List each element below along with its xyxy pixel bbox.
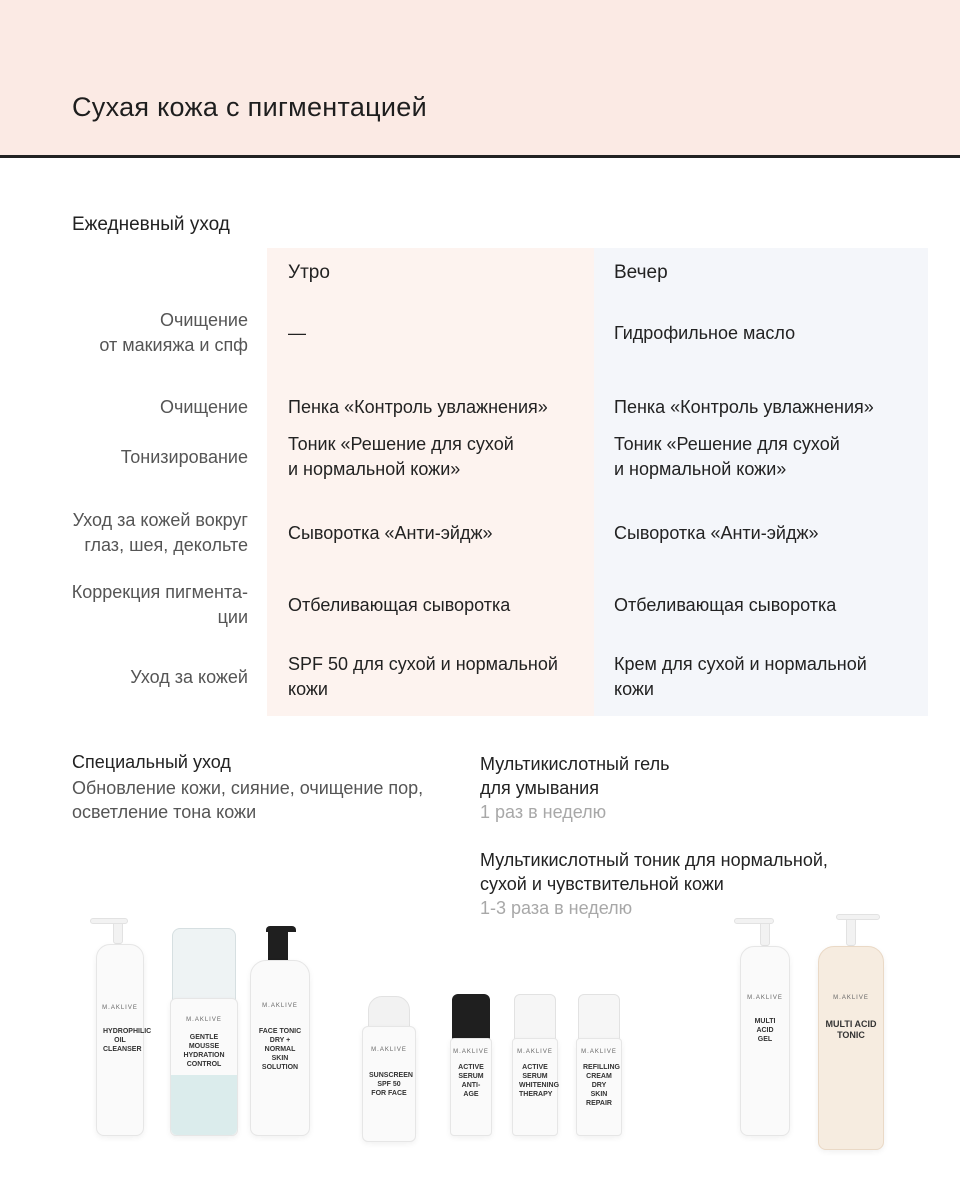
- product-bottle: [450, 1038, 492, 1136]
- care-row-label: Очищение: [159, 397, 248, 417]
- morning-column-header: Утро: [288, 262, 330, 283]
- product-bottle: [170, 998, 238, 1136]
- product-brand: M.AKLIVE: [102, 1005, 138, 1011]
- pump-nozzle: [734, 918, 774, 924]
- bottle-cap: [578, 994, 620, 1040]
- product-bottle: [362, 1026, 416, 1142]
- product-bottle: [512, 1038, 558, 1136]
- special-item-name: Мультикислотный тоник для нормальной, сухой и чувствительной кожи: [480, 850, 828, 894]
- special-care-description: Обновление кожи, сияние, очищение пор, осветление тона кожи: [72, 778, 424, 822]
- product-accent-band: [171, 1075, 237, 1135]
- evening-product: Отбеливающая сыворотка: [614, 595, 837, 615]
- product-bottle: [576, 1038, 622, 1136]
- pump-nozzle: [836, 914, 880, 920]
- bottle-cap: [172, 928, 236, 1000]
- daily-care-title: Ежедневный уход: [72, 214, 230, 235]
- product-bottle: [96, 944, 152, 1136]
- product-brand: M.AKLIVE: [833, 995, 869, 1001]
- special-item-frequency: 1-3 раза в неделю: [480, 898, 633, 918]
- evening-product: Тоник «Решение для сухой и нормальной кожи»: [614, 434, 840, 479]
- product-name: ACTIVE SERUM WHITENING THERAPY: [519, 1064, 560, 1098]
- morning-product: Пенка «Контроль увлажнения»: [288, 397, 548, 417]
- pump-nozzle: [90, 918, 128, 924]
- bottle-cap: [514, 994, 556, 1040]
- evening-product: Гидрофильное масло: [614, 323, 796, 343]
- pump-head: [846, 916, 856, 946]
- product-name: REFILLING CREAM DRY SKIN REPAIR: [583, 1064, 620, 1107]
- morning-product: —: [288, 323, 306, 343]
- morning-column-background: [267, 248, 594, 716]
- morning-product: Сыворотка «Анти-эйдж»: [288, 523, 493, 543]
- product-brand: M.AKLIVE: [517, 1049, 553, 1055]
- evening-product: Крем для сухой и нормальной кожи: [614, 654, 867, 699]
- evening-column-background: [594, 248, 928, 716]
- special-item-frequency: 1 раз в неделю: [480, 802, 607, 822]
- bottle-cap: [452, 994, 490, 1040]
- evening-product: Пенка «Контроль увлажнения»: [614, 397, 874, 417]
- product-bottle: [818, 946, 884, 1150]
- morning-product: Отбеливающая сыворотка: [288, 595, 511, 615]
- morning-product: SPF 50 для сухой и нормальной кожи: [288, 654, 558, 699]
- product-brand: M.AKLIVE: [453, 1049, 489, 1055]
- evening-column-header: Вечер: [614, 262, 668, 283]
- special-item: [480, 752, 900, 824]
- product-brand: M.AKLIVE: [262, 1003, 298, 1009]
- bottle-cap: [368, 996, 410, 1028]
- product-name: GENTLE MOUSSE HYDRATION CONTROL: [183, 1034, 225, 1068]
- product-name: ACTIVE SERUM ANTI-AGE: [458, 1064, 484, 1098]
- product-brand: M.AKLIVE: [371, 1047, 407, 1053]
- care-row-label: Коррекция пигмента- ции: [71, 582, 248, 627]
- special-care-title: Специальный уход: [72, 752, 231, 772]
- header-banner: [0, 0, 960, 158]
- pump-nozzle: [266, 926, 296, 932]
- evening-product: Сыворотка «Анти-эйдж»: [614, 523, 819, 543]
- product-name: MULTI ACID TONIC: [825, 1019, 877, 1040]
- care-row-label: Уход за кожей вокруг глаз, шея, декольте: [72, 510, 248, 555]
- care-row-label: Очищение от макияжа и спф: [99, 310, 248, 355]
- product-bottle: [740, 946, 790, 1136]
- product-name: HYDROPHILIC OIL CLEANSER: [103, 1028, 152, 1053]
- special-item-name: Мультикислотный гель для умывания: [480, 754, 670, 798]
- product-bottle: [250, 960, 310, 1136]
- page-title: Сухая кожа с пигментацией: [72, 92, 428, 122]
- product-brand: M.AKLIVE: [186, 1017, 222, 1023]
- product-name: FACE TONIC DRY + NORMAL SKIN SOLUTION: [258, 1028, 302, 1071]
- product-name: SUNSCREEN SPF 50 FOR FACE: [369, 1072, 413, 1097]
- product-name: MULTI ACID GEL: [754, 1018, 776, 1043]
- care-row-label: Тонизирование: [120, 447, 248, 467]
- product-lineup: [0, 910, 960, 1200]
- product-brand: M.AKLIVE: [747, 995, 783, 1001]
- care-row-label: Уход за кожей: [130, 667, 248, 687]
- product-brand: M.AKLIVE: [581, 1049, 617, 1055]
- morning-product: Тоник «Решение для сухой и нормальной кожи»: [288, 434, 514, 479]
